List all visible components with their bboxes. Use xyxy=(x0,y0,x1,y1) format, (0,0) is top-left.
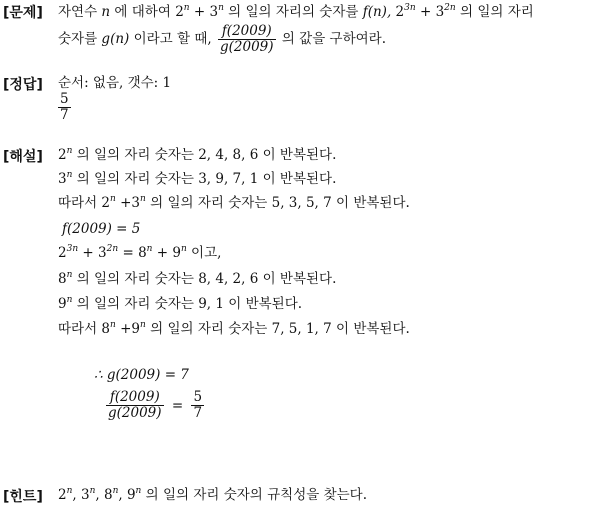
answer-text: 순서: 없음, 갯수: 1 xyxy=(58,75,172,91)
solution-line-8: 따라서 $8^n +9^n$ 의 일의 자리 숫자는 7, 5, 1, 7 이 반복된다. xyxy=(58,320,410,337)
hint-label: [힌트] xyxy=(3,489,43,505)
problem-fraction: $\frac{f(2009)}{g(2009)}$ xyxy=(219,23,274,55)
solution-label: [해설] xyxy=(3,149,43,165)
solution-line-4: f(2009) = 5 xyxy=(62,221,141,237)
problem-line-2: 숫자를 g(n) 이라고 할 때, $\frac{f(2009)}{g(2009)}$ 의 값을 구하여라. xyxy=(58,23,386,55)
answer-fraction: $\frac{5}{7}$ xyxy=(60,91,69,123)
solution-line-3: 따라서 $2^n +3^n$ 의 일의 자리 숫자는 5, 3, 5, 7 이 반복된다. xyxy=(58,194,410,211)
problem-label: [문제] xyxy=(3,5,43,21)
solution-line-5: $2^{3n} + 3^{2n} = 8^n + 9^n$ 이고, xyxy=(58,244,222,261)
solution-line-1: 2$^n$ 의 일의 자리 숫자는 2, 4, 8, 6 이 반복된다. xyxy=(58,146,337,163)
solution-line-2: 3$^n$ 의 일의 자리 숫자는 3, 9, 7, 1 이 반복된다. xyxy=(58,170,337,187)
problem-line-1: 자연수 n 에 대하여 2$^n$ + 3$^n$ 의 일의 자리의 숫자를 f(n), $2^{3n} + 3^{2n}$ 의 일의 자리 xyxy=(58,3,534,20)
hint-text: 2$^n$, 3$^n$, 8$^n$, 9$^n$ 의 일의 자리 숫자의 규칙성을 찾는다. xyxy=(58,486,368,503)
solution-line-10: $\frac{f(2009)}{g(2009)}$ = $\frac{5}{7}$ xyxy=(108,389,203,421)
solution-line-9: ∴ g(2009) = 7 xyxy=(94,367,189,383)
solution-line-6: 8$^n$ 의 일의 자리 숫자는 8, 4, 2, 6 이 반복된다. xyxy=(58,270,337,287)
solution-line-7: 9$^n$ 의 일의 자리 숫자는 9, 1 이 반복된다. xyxy=(58,295,303,312)
answer-label: [정답] xyxy=(3,77,43,93)
